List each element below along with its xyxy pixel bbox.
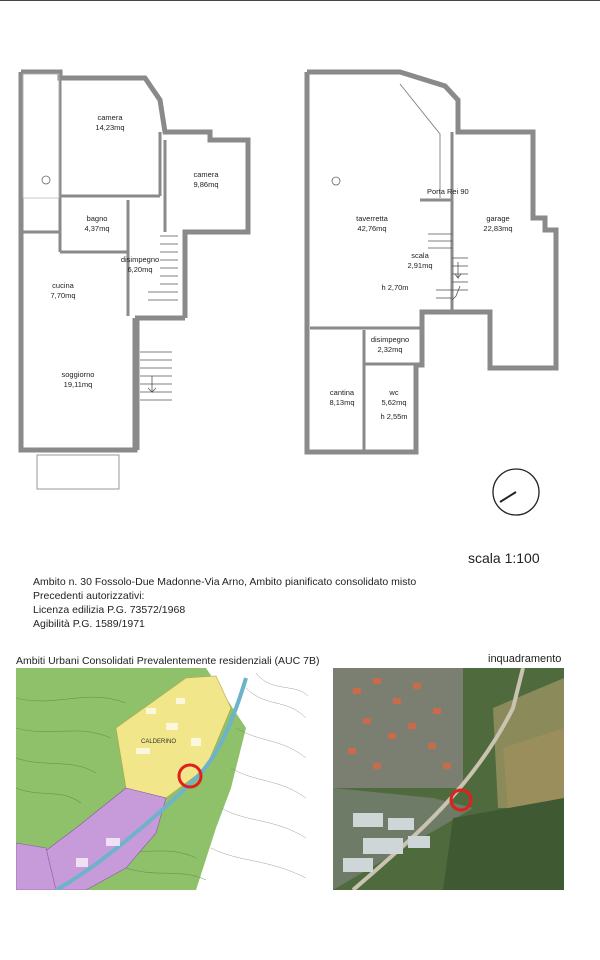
area-camera-1: 14,23mq <box>95 123 125 132</box>
area-scala: 2,91mq <box>407 261 433 270</box>
north-arrow-icon <box>493 469 539 515</box>
info-line-licenza: Licenza edilizia P.G. 73572/1968 <box>33 604 186 616</box>
info-line-precedenti: Precedenti autorizzativi: <box>33 590 145 602</box>
aerial-photo <box>333 668 564 890</box>
area-disimpegno: 6,20mq <box>127 265 153 274</box>
label-bagno: bagno <box>86 214 108 223</box>
label-garage: garage <box>486 214 510 223</box>
label-cucina: cucina <box>52 281 74 290</box>
area-garage: 22,83mq <box>483 224 513 233</box>
label-disimpegno: disimpegno <box>120 255 160 264</box>
height-wc: h 2,55m <box>380 412 408 421</box>
label-taverretta: taverretta <box>356 214 388 223</box>
area-cucina: 7,70mq <box>50 291 76 300</box>
area-bagno: 4,37mq <box>84 224 110 233</box>
label-wc: wc <box>389 388 399 397</box>
height-main: h 2,70m <box>381 283 409 292</box>
area-wc: 5,62mq <box>381 398 407 407</box>
balcony <box>37 455 119 489</box>
zoning-map <box>16 668 312 890</box>
label-camera-1: camera <box>97 113 123 122</box>
lower-stairs <box>428 234 468 300</box>
map-place-label: CALDERINO <box>141 739 177 745</box>
area-taverretta: 42,76mq <box>357 224 387 233</box>
label-camera-2: camera <box>193 170 219 179</box>
aerial-title: inquadramento <box>488 653 562 665</box>
area-camera-2: 9,86mq <box>193 180 219 189</box>
label-porta: Porta Rei 90 <box>427 187 469 196</box>
label-cantina: cantina <box>329 388 355 397</box>
ground-floor-inner-walls <box>21 78 165 316</box>
label-soggiorno: soggiorno <box>61 370 95 379</box>
label-disimpegno-lower: disimpegno <box>370 335 410 344</box>
area-cantina: 8,13mq <box>329 398 355 407</box>
info-line-agibilita: Agibilità P.G. 1589/1971 <box>33 618 145 630</box>
info-line-ambito: Ambito n. 30 Fossolo-Due Madonne-Via Arno, Ambito pianificato consolidato misto <box>33 576 417 588</box>
scale-label: scala 1:100 <box>468 550 540 566</box>
info-block <box>33 575 416 631</box>
area-soggiorno: 19,11mq <box>63 380 93 389</box>
label-scala: scala <box>411 251 429 260</box>
zoning-map-title: Ambiti Urbani Consolidati Prevalentemente residenziali (AUC 7B) <box>16 655 320 667</box>
area-disimpegno-lower: 2,32mq <box>377 345 403 354</box>
